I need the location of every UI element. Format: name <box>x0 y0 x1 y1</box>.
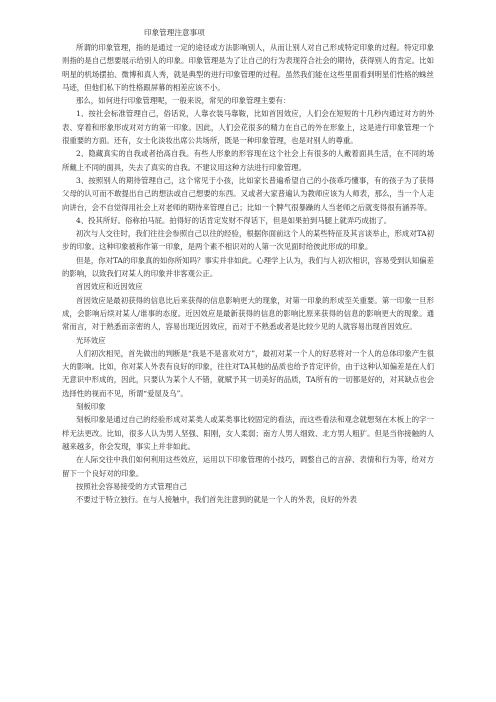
document-title: 印象管理注意事项 <box>144 28 205 37</box>
paragraph: 4、投其所好。俗称拍马屁。拍得好的话肯定发财不得话下，但是如果拍到马腿上就弄巧成拙了。 <box>76 215 392 225</box>
section-heading: 首因效应和近因效应 <box>76 282 143 292</box>
paragraph: 1、按社会标准管理自己，俗话说，人靠衣装马靠鞍，比如首因效应，人们会在短短的十几秒内通过对方的外表、穿着和形象形成对对方的第一印象。因此，人们会花很多的精力在自己的外在形象上，这是进行印象管理一个很重要的方面。还有，女士化淡妆出席公共场所，既是一种印象管理，也是对别人的尊重。 <box>62 109 434 146</box>
paragraph: 但是，你对TA的印象真的如你所知吗？事实并非如此。心理学上认为，我们与人初次相识，容易受到认知偏差的影响，以致我们对某人的印象并非客观公正。 <box>62 255 434 279</box>
section-heading: 刻板印象 <box>76 402 106 412</box>
paragraph: 首因效应是最初获得的信息比后来获得的信息影响更大的现象，对第一印象的形成至关重要。第一印象一旦形成，会影响后续对某人/谁事的态度。近因效应是最新获得的信息的影响比原来获得的信息的影响更大的现象。通常而言，对于熟悉而亲密的人，容易出现近因效应，而对于不熟悉或者是比较少见的人就容易出现首因效应。 <box>62 295 434 332</box>
paragraph: 3、按照别人的期待管理自己，这个常见于小孩，比如家长普遍希望自己的小孩乖巧懂事，有的孩子为了获得父母的认可而不敢提出自己的想法或自己想要的东西。又或者大家普遍认为教师应该为人师表，那么，当一个人走向讲台，会不自觉得用社会上对老师的期待来管理自己；比如一个脾气很暴躁的人当老师之后就变得很有涵养等。 <box>62 175 434 212</box>
document-body <box>62 41 434 506</box>
section-heading: 光环效应 <box>76 335 106 345</box>
paragraph: 刻板印象是通过自己的经验形成对某类人或某类事比较固定的看法，而这些看法和观念就想刻在木板上的字一样无法更改。比如，很多人认为男人坚强、阳刚，女人柔弱；南方人男人细致、北方男人粗犷。但是当你接触的人越来越多，你会发现，事实上并非如此。 <box>62 415 434 451</box>
paragraph: 那么，如何进行印象管理呢，一般来说，常见的印象管理主要有： <box>76 96 291 106</box>
paragraph: 不要过于特立独行。在与人接触中，我们首先注意到的就是一个人的外表，良好的外表 <box>76 495 357 505</box>
paragraph: 人们初次相见，首先做出的判断是“我是不是喜欢对方”，最初对某一个人的好恶将对一个人的总体印象产生很大的影响。比如，你对某人外表有良好的印象，往往对TA其他的品质也给予肯定评价，由于这种认知偏差是在人们无意识中形成的，因此，只要认为某个人不错，就赋予其一切美好的品质，TA所有的一切都是好的，对其缺点也会选择性的视而不见，所谓“爱屋及乌”。 <box>62 348 435 398</box>
paragraph: 初次与人交往时，我们往往会参照自己以往的经验，根据你面前这个人的某些特征及其言谈举止，形成对TA初步的印象。这种印象被称作第一印象，是两个素不相识对的人第一次见面时给彼此形成的印象。 <box>62 229 434 252</box>
paragraph: 所谓的印象管理，指的是通过一定的途径或方法影响别人，从而让别人对自己形成特定印象的过程。特定印象则指的是自己想要展示给别人的印象。印象管理是为了让自己的行为表现符合社会的期待，获得别人的肯定。比如明星的机场摆拍、微博和真人秀，就是典型的进行印象管理的过程。虽然我们能在这些里面看到明星们性格的蛛丝马迹，但他们私下的性格跟屏幕的相差应该不小。 <box>62 43 434 92</box>
paragraph: 在人际交往中我们如何利用这些效应，运用以下印象管理的小技巧，调整自己的言辞、表情和行为等，给对方留下一个良好对的印象。 <box>62 455 434 478</box>
paragraph: 2、隐藏真实的自我或者抬高自我。有些人形象的形容现在这个社会上有很多的人戴着面具生活，在不同的场所戴上不同的面具，失去了真实的自我。不建议用这种方法进行印象管理。 <box>62 149 434 172</box>
section-heading: 按照社会容易接受的方式管理自己 <box>76 481 187 491</box>
